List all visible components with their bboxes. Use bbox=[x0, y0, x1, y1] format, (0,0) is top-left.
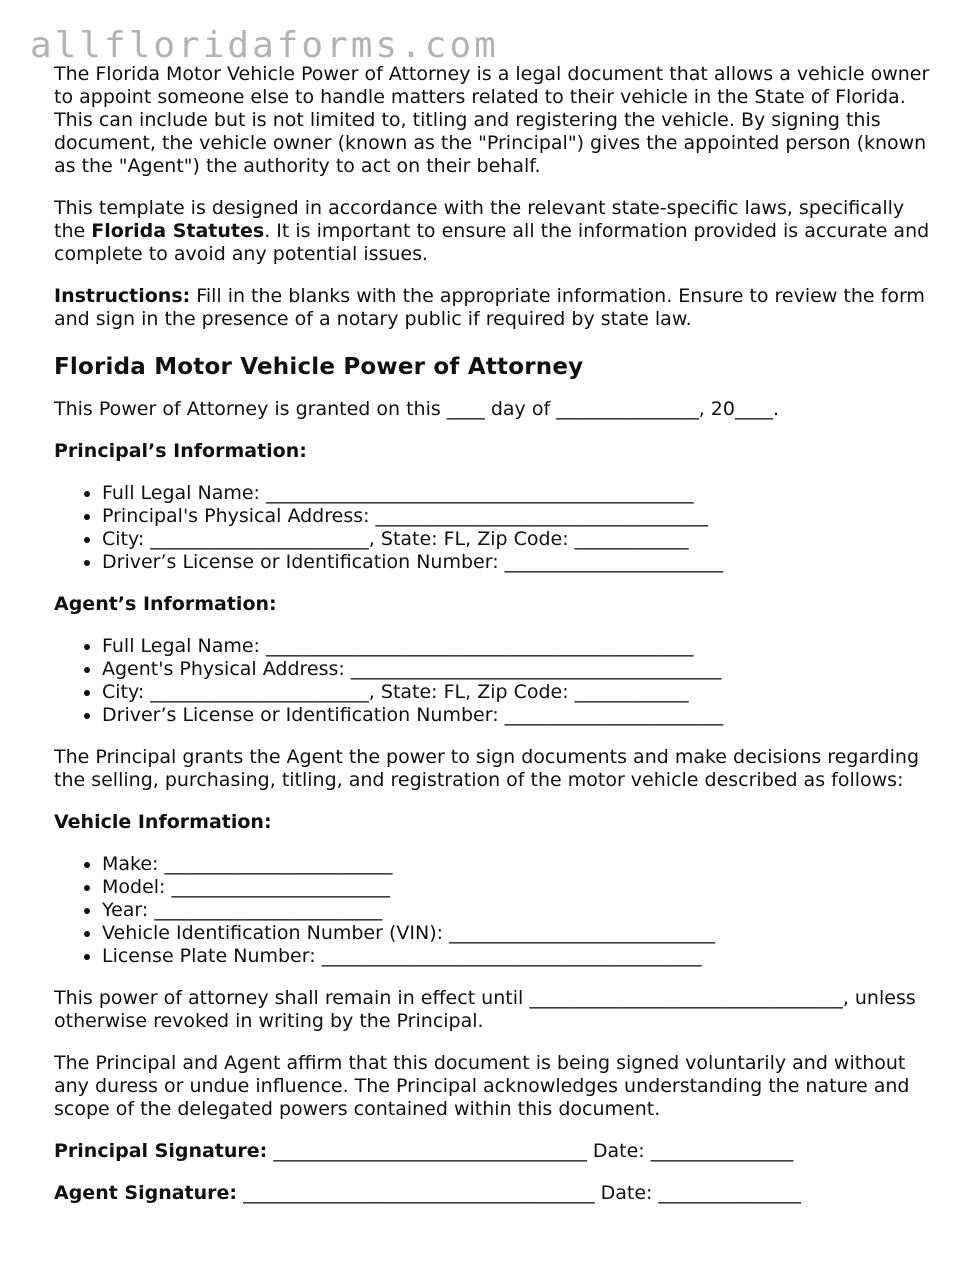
list-item: • Driver’s License or Identification Number: _______________________ bbox=[102, 551, 934, 574]
agent-info-list bbox=[54, 635, 934, 727]
principal-info-list bbox=[54, 482, 934, 574]
list-item: • Full Legal Name: _____________________________________________ bbox=[102, 482, 934, 505]
intro-paragraph-2 bbox=[54, 197, 934, 266]
list-item: • City: _______________________, State: FL, Zip Code: ____________ bbox=[102, 681, 934, 704]
principal-signature-blank: _________________________________ Date: _______________ bbox=[267, 1140, 794, 1162]
list-item: • Agent's Physical Address: _______________________________________ bbox=[102, 658, 934, 681]
list-item: • License Plate Number: ________________________________________ bbox=[102, 945, 934, 968]
principal-heading: Principal’s Information: bbox=[54, 440, 307, 462]
florida-statutes-bold: Florida Statutes bbox=[91, 220, 265, 242]
intro-p2-text-a: This template is designed in accordance with the relevant state-specific laws, specifically the bbox=[54, 197, 905, 242]
instructions-text: Fill in the blanks with the appropriate information. Ensure to review the form and sign in the presence of a notary public if required by state law. bbox=[54, 285, 925, 330]
intro-paragraph-1: The Florida Motor Vehicle Power of Attorney is a legal document that allows a vehicle owner to appoint someone else to handle matters related to their vehicle in the State of Florida. This can include but is not limited to, titling and registering the vehicle. By signing this document, the vehicle owner (known as the "Principal") gives the appointed person (known as the "Agent") the authority to act on their behalf. bbox=[54, 63, 930, 177]
grant-powers-paragraph: The Principal grants the Agent the power to sign documents and make decisions regarding the selling, purchasing, titling, and registration of the motor vehicle described as follows: bbox=[54, 746, 920, 791]
watermark-logo: allfloridaforms.com bbox=[30, 25, 499, 66]
list-item: • Full Legal Name: _____________________________________________ bbox=[102, 635, 934, 658]
document-body bbox=[54, 63, 934, 1224]
instructions-label: Instructions: bbox=[54, 285, 191, 307]
instructions-paragraph bbox=[54, 285, 934, 331]
vehicle-heading: Vehicle Information: bbox=[54, 811, 272, 833]
list-item: • City: _______________________, State: FL, Zip Code: ____________ bbox=[102, 528, 934, 551]
principal-signature-line bbox=[54, 1140, 934, 1163]
agent-signature-line bbox=[54, 1182, 934, 1205]
list-item: • Model: _______________________ bbox=[102, 876, 934, 899]
document-title: Florida Motor Vehicle Power of Attorney bbox=[54, 354, 584, 380]
agent-signature-blank: _____________________________________ Date: _______________ bbox=[237, 1182, 801, 1204]
list-item: • Make: ________________________ bbox=[102, 853, 934, 876]
principal-signature-label: Principal Signature: bbox=[54, 1140, 268, 1162]
intro-p2-text-b: . It is important to ensure all the information provided is accurate and complete to avoid any potential issues. bbox=[54, 220, 930, 265]
grant-date-line: This Power of Attorney is granted on this ____ day of _______________, 20____. bbox=[54, 398, 779, 420]
list-item: • Driver’s License or Identification Number: _______________________ bbox=[102, 704, 934, 727]
agent-heading: Agent’s Information: bbox=[54, 593, 277, 615]
agent-signature-label: Agent Signature: bbox=[54, 1182, 238, 1204]
effect-paragraph: This power of attorney shall remain in effect until _________________________________, unless otherwise revoked in writing by the Principal. bbox=[54, 987, 916, 1032]
vehicle-info-list bbox=[54, 853, 934, 968]
list-item: • Principal's Physical Address: ___________________________________ bbox=[102, 505, 934, 528]
affirm-paragraph: The Principal and Agent affirm that this document is being signed voluntarily and without any duress or undue influence. The Principal acknowledges understanding the nature and scope of the delegated powers contained within this document. bbox=[54, 1052, 910, 1120]
list-item: • Vehicle Identification Number (VIN): ____________________________ bbox=[102, 922, 934, 945]
list-item: • Year: ________________________ bbox=[102, 899, 934, 922]
